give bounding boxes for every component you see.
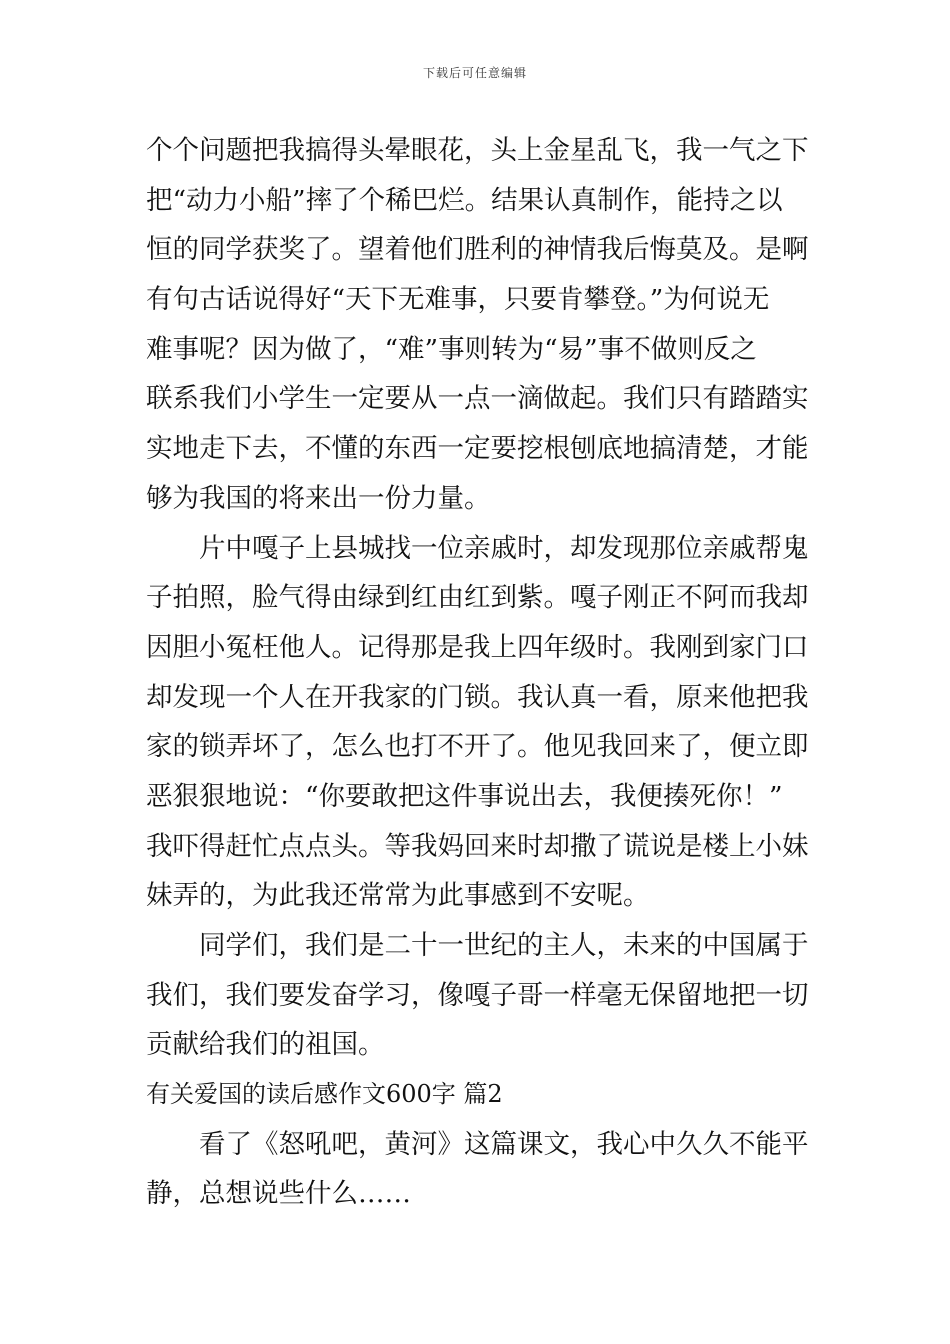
paragraph-line: 静，总想说些什么……	[146, 1178, 411, 1210]
paragraph-line: 妹弄的，为此我还常常为此事感到不安呢。	[146, 880, 650, 912]
paragraph-line: 因胆小冤枉他人。记得那是我上四年级时。我刚到家门口	[146, 631, 809, 663]
paragraph-4	[146, 1120, 811, 1219]
document-body	[146, 126, 811, 1219]
paragraph-line: 却发现一个人在开我家的门锁。我认真一看，原来他把我	[146, 681, 809, 713]
paragraph-3	[146, 921, 811, 1070]
paragraph-line: 恶狠狠地说：“你要敢把这件事说出去，我便揍死你！”	[146, 780, 783, 812]
paragraph-line: 实地走下去，不懂的东西一定要挖根刨底地搞清楚，才能	[146, 433, 809, 465]
page-header: 下载后可任意编辑	[422, 66, 527, 80]
paragraph-line: 贡献给我们的祖国。	[146, 1029, 385, 1061]
paragraph-line: 子拍照，脸气得由绿到红由红到紫。嘎子刚正不阿而我却	[146, 582, 809, 614]
paragraph-line: 够为我国的将来出一份力量。	[146, 482, 491, 514]
section-heading: 有关爱国的读后感作文600字 篇2	[146, 1080, 503, 1109]
paragraph-2	[146, 524, 811, 922]
paragraph-line: 家的锁弄坏了，怎么也打不开了。他见我回来了，便立即	[146, 731, 809, 763]
paragraph-line: 难事呢？因为做了，“难”事则转为“易”事不做则反之	[146, 333, 757, 365]
paragraph-line: 个个问题把我搞得头晕眼花，头上金星乱飞，我一气之下	[146, 135, 809, 166]
paragraph-line: 我吓得赶忙点点头。等我妈回来时却撒了谎说是楼上小妹	[146, 830, 809, 862]
paragraph-line: 看了《怒吼吧，黄河》这篇课文，我心中久久不能平	[199, 1128, 809, 1160]
paragraph-line: 有句古话说得好“天下无难事，只要肯攀登。”为何说无	[146, 284, 770, 316]
paragraph-line: 联系我们小学生一定要从一点一滴做起。我们只有踏踏实	[146, 383, 809, 415]
paragraph-line: 同学们，我们是二十一世纪的主人，未来的中国属于	[199, 930, 809, 961]
paragraph-line: 片中嘎子上县城找一位亲戚时，却发现那位亲戚帮鬼	[199, 532, 809, 564]
paragraph-line: 把“动力小船”摔了个稀巴烂。结果认真制作，能持之以	[146, 184, 783, 216]
paragraph-1	[146, 126, 811, 524]
paragraph-line: 我们，我们要发奋学习，像嘎子哥一样毫无保留地把一切	[146, 979, 809, 1011]
paragraph-line: 恒的同学获奖了。望着他们胜利的神情我后悔莫及。是啊	[146, 234, 809, 266]
